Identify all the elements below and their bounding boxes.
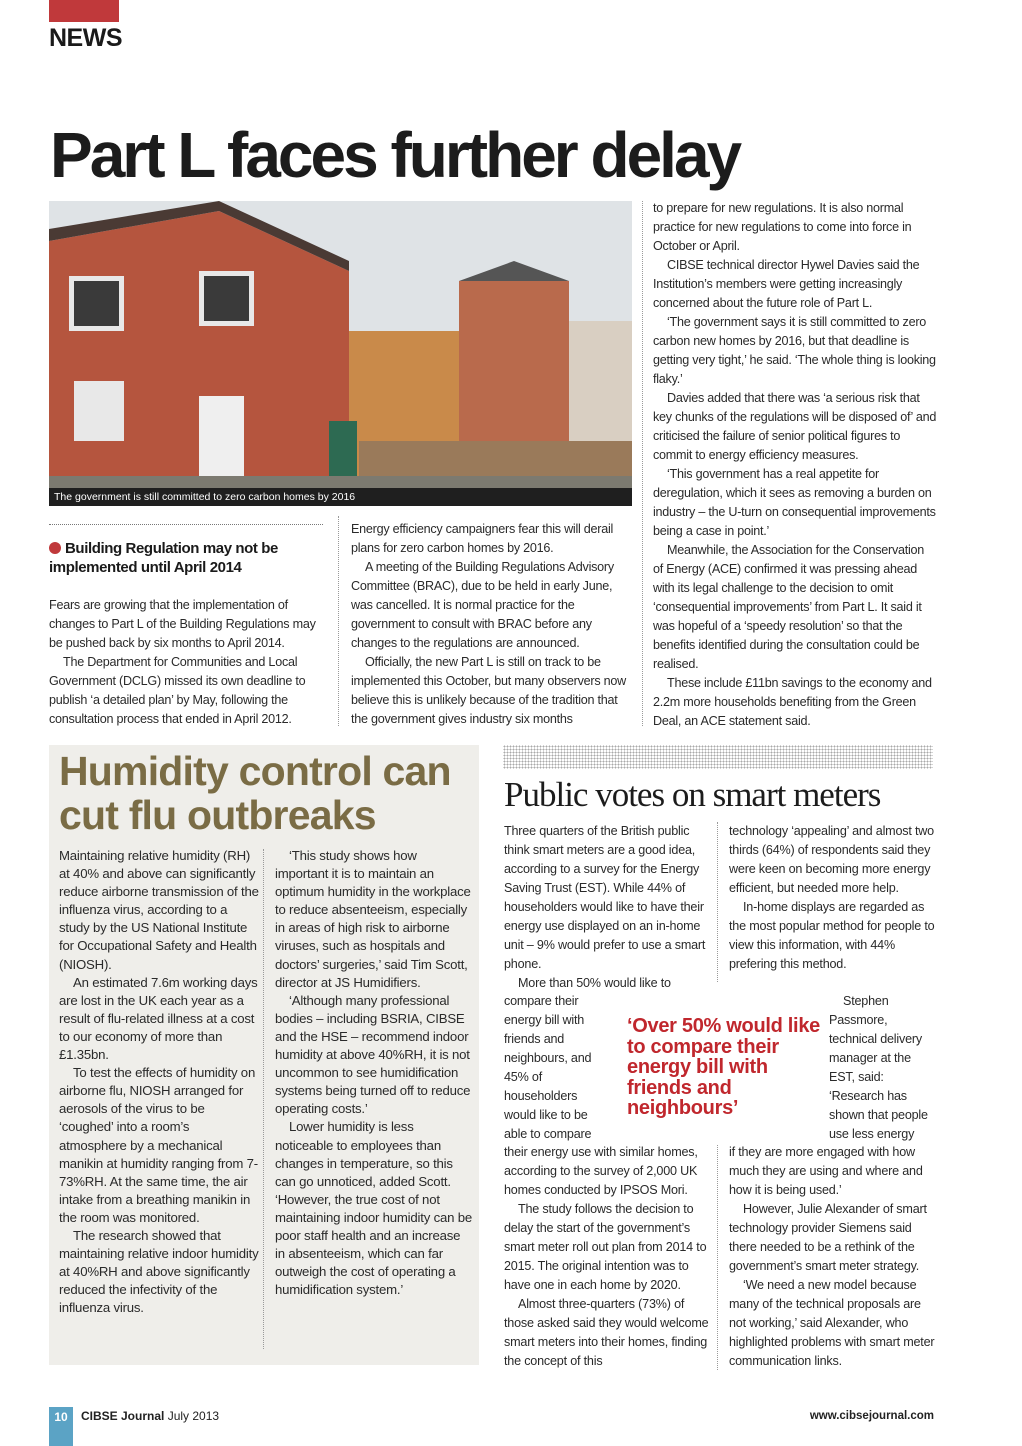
paragraph: CIBSE technical director Hywel Davies said the Institution’s members were getting increasingly concerned about the future role of Part L.	[653, 258, 920, 310]
paragraph: ‘This study shows how important it is to maintain an optimum humidity in the workplace to reduce absenteeism, especially in areas of high risk to airborne viruses, such as hospitals and doctors’ surgeries,’ said Tim Scott, director at JS Humidifiers.	[275, 848, 471, 990]
subhead-text: Building Regulation may not be implemented until April 2014	[49, 540, 279, 576]
paragraph: Lower humidity is less noticeable to employees than changes in temperature, so this can go unnoticed, added Scott. ‘However, the true cost of not maintaining indoor humidity can be poor staff health and an increase in absenteeism, which can far outweigh the cost of operating a humidification system.’	[275, 1119, 472, 1298]
issue-date: July 2013	[167, 1409, 220, 1423]
paragraph: The Department for Communities and Local Government (DCLG) missed its own deadline to publish ‘a detailed plan’ by May, following the consultation process that ended in April 2012.	[49, 655, 306, 726]
journal-name: CIBSE Journal	[81, 1409, 165, 1423]
humidity-column-1	[59, 847, 259, 1317]
paragraph: ‘We need a new model because many of the technical proposals are not working,’ said Alexander, who highlighted problems with smart meter communication links.	[729, 1278, 935, 1368]
paragraph: Fears are growing that the implementation of changes to Part L of the Building Regulations may be pushed back by six months to April 2014.	[49, 598, 316, 650]
smart-right-wrap	[829, 992, 937, 1144]
section-tab	[49, 0, 119, 22]
paragraph: ‘Although many professional bodies – including BSRIA, CIBSE and the HSE – recommend indoor humidity at above 40%RH, it is not uncommon to see humidification systems being turned off to reduce operating costs.’	[275, 992, 471, 1117]
paragraph: technology ‘appealing’ and almost two thirds (64%) of respondents said they were keen on becoming more energy efficient, but needed more help.	[729, 824, 934, 895]
paragraph: Stephen Passmore, technical delivery manager at the EST, said: ‘Research has shown that people use less energy	[829, 994, 928, 1141]
housing-site-photo	[49, 201, 632, 506]
divider	[49, 524, 323, 525]
paragraph: The research showed that maintaining relative indoor humidity at 40%RH and above significantly reduced the infectivity of the influenza virus.	[59, 1227, 259, 1316]
paragraph: ‘This government has a real appetite for deregulation, which it sees as removing a burden on industry – the U-turn on consequential improvements being a case in point.’	[653, 467, 936, 538]
page-number: 10	[49, 1407, 73, 1446]
smart-left-wrap	[504, 992, 604, 1144]
partl-column-3	[653, 199, 937, 731]
paragraph: ‘The government says it is still committed to zero carbon new homes by 2016, but that deadline is getting very tight,’ he said. ‘The whole thing is looking flaky.’	[653, 315, 936, 386]
footer-journal	[81, 1409, 219, 1423]
paragraph: Almost three-quarters (73%) of those asked said they would welcome smart meters into their homes, finding the concept of this	[504, 1297, 709, 1368]
footer-url[interactable]: www.cibsejournal.com	[809, 1410, 934, 1422]
paragraph: compare their energy bill with friends and neighbours, and 45% of householders would like to be able to compare	[504, 994, 592, 1141]
photo-caption: The government is still committed to zero carbon homes by 2016	[49, 488, 632, 506]
smart-right-bottom	[729, 1143, 937, 1371]
dotted-pattern-band	[503, 745, 933, 769]
paragraph: These include £11bn savings to the economy and 2.2m more households benefiting from the Green Deal, an ACE statement said.	[653, 676, 932, 728]
humidity-column-2	[275, 847, 473, 1299]
article-photo	[49, 201, 632, 506]
paragraph: Three quarters of the British public think smart meters are a good idea, according to a survey for the Energy Saving Trust (EST). While 44% of householders would like to have their energy use displayed on an in-home unit – 9% would prefer to use a smart phone.	[504, 824, 706, 971]
smart-meters-title: Public votes on smart meters	[504, 775, 881, 814]
paragraph: In-home displays are regarded as the most popular method for people to view this information, with 44% prefering this method.	[729, 900, 935, 971]
pull-quote: ‘Over 50% would like to compare their energy bill with friends and neighbours’	[627, 1015, 820, 1119]
smart-right-top	[729, 822, 937, 974]
headline: Part L faces further delay	[50, 119, 740, 191]
humidity-article-box	[49, 745, 479, 1365]
paragraph: Maintaining relative humidity (RH) at 40% and above can significantly reduce airborne transmission of the influenza virus, according to a study by the US National Institute for Occupational Safety and Health (NIOSH).	[59, 848, 259, 972]
paragraph: The study follows the decision to delay the start of the government’s smart meter roll out plan from 2014 to 2015. The original intention was to have one in each home by 2020.	[504, 1202, 707, 1292]
bullet-icon	[49, 542, 61, 554]
article-subhead	[49, 539, 323, 577]
paragraph: Meanwhile, the Association for the Conservation of Energy (ACE) confirmed it was pressing ahead with its legal challenge to the decision to omit ‘consequential improvements’ from Part L. It said it was hopeful of a ‘speedy resolution’ so that the benefits identified during the consultation could be realised.	[653, 543, 925, 671]
paragraph: if they are more engaged with how much they are using and where and how it is being used.’	[729, 1145, 923, 1197]
partl-column-2	[351, 520, 631, 729]
smart-left-bottom	[504, 1143, 712, 1371]
paragraph: A meeting of the Building Regulations Advisory Committee (BRAC), due to be held in early June, was cancelled. It is normal practice for the government to consult with BRAC before any changes to the regulations are announced.	[351, 560, 614, 650]
paragraph: However, Julie Alexander of smart technology provider Siemens said there needed to be a rethink of the government’s smart meter strategy.	[729, 1202, 927, 1273]
paragraph: Officially, the new Part L is still on track to be implemented this October, but many observers now believe this is unlikely because of the tradition that the government gives industry six months	[351, 655, 626, 726]
partl-column-1	[49, 596, 327, 729]
humidity-title: Humidity control can cut flu outbreaks	[59, 748, 451, 838]
paragraph: Davies added that there was ‘a serious risk that key chunks of the regulations will be disposed of’ and criticised the failure of senior political figures to commit to energy efficiency measures.	[653, 391, 937, 462]
paragraph: Energy efficiency campaigners fear this will derail plans for zero carbon homes by 2016.	[351, 522, 614, 555]
smart-left-top	[504, 822, 708, 993]
paragraph: to prepare for new regulations. It is also normal practice for new regulations to come into force in October or April.	[653, 201, 912, 253]
section-label: NEWS	[49, 24, 122, 52]
paragraph: More than 50% would like to	[518, 976, 671, 990]
paragraph: An estimated 7.6m working days are lost in the UK each year as a result of flu-related illness at a cost to our economy of more than £1.35bn.	[59, 974, 258, 1063]
paragraph: To test the effects of humidity on airborne flu, NIOSH arranged for aerosols of the virus to be ‘coughed’ into a room’s atmosphere by a mechanical manikin at humidity ranging from 7-73%RH. At the same time, the air intake from a breathing manikin in the room was monitored.	[59, 1065, 258, 1225]
paragraph: their energy use with similar homes, according to the survey of 2,000 UK homes conducted by IPSOS Mori.	[504, 1145, 698, 1197]
